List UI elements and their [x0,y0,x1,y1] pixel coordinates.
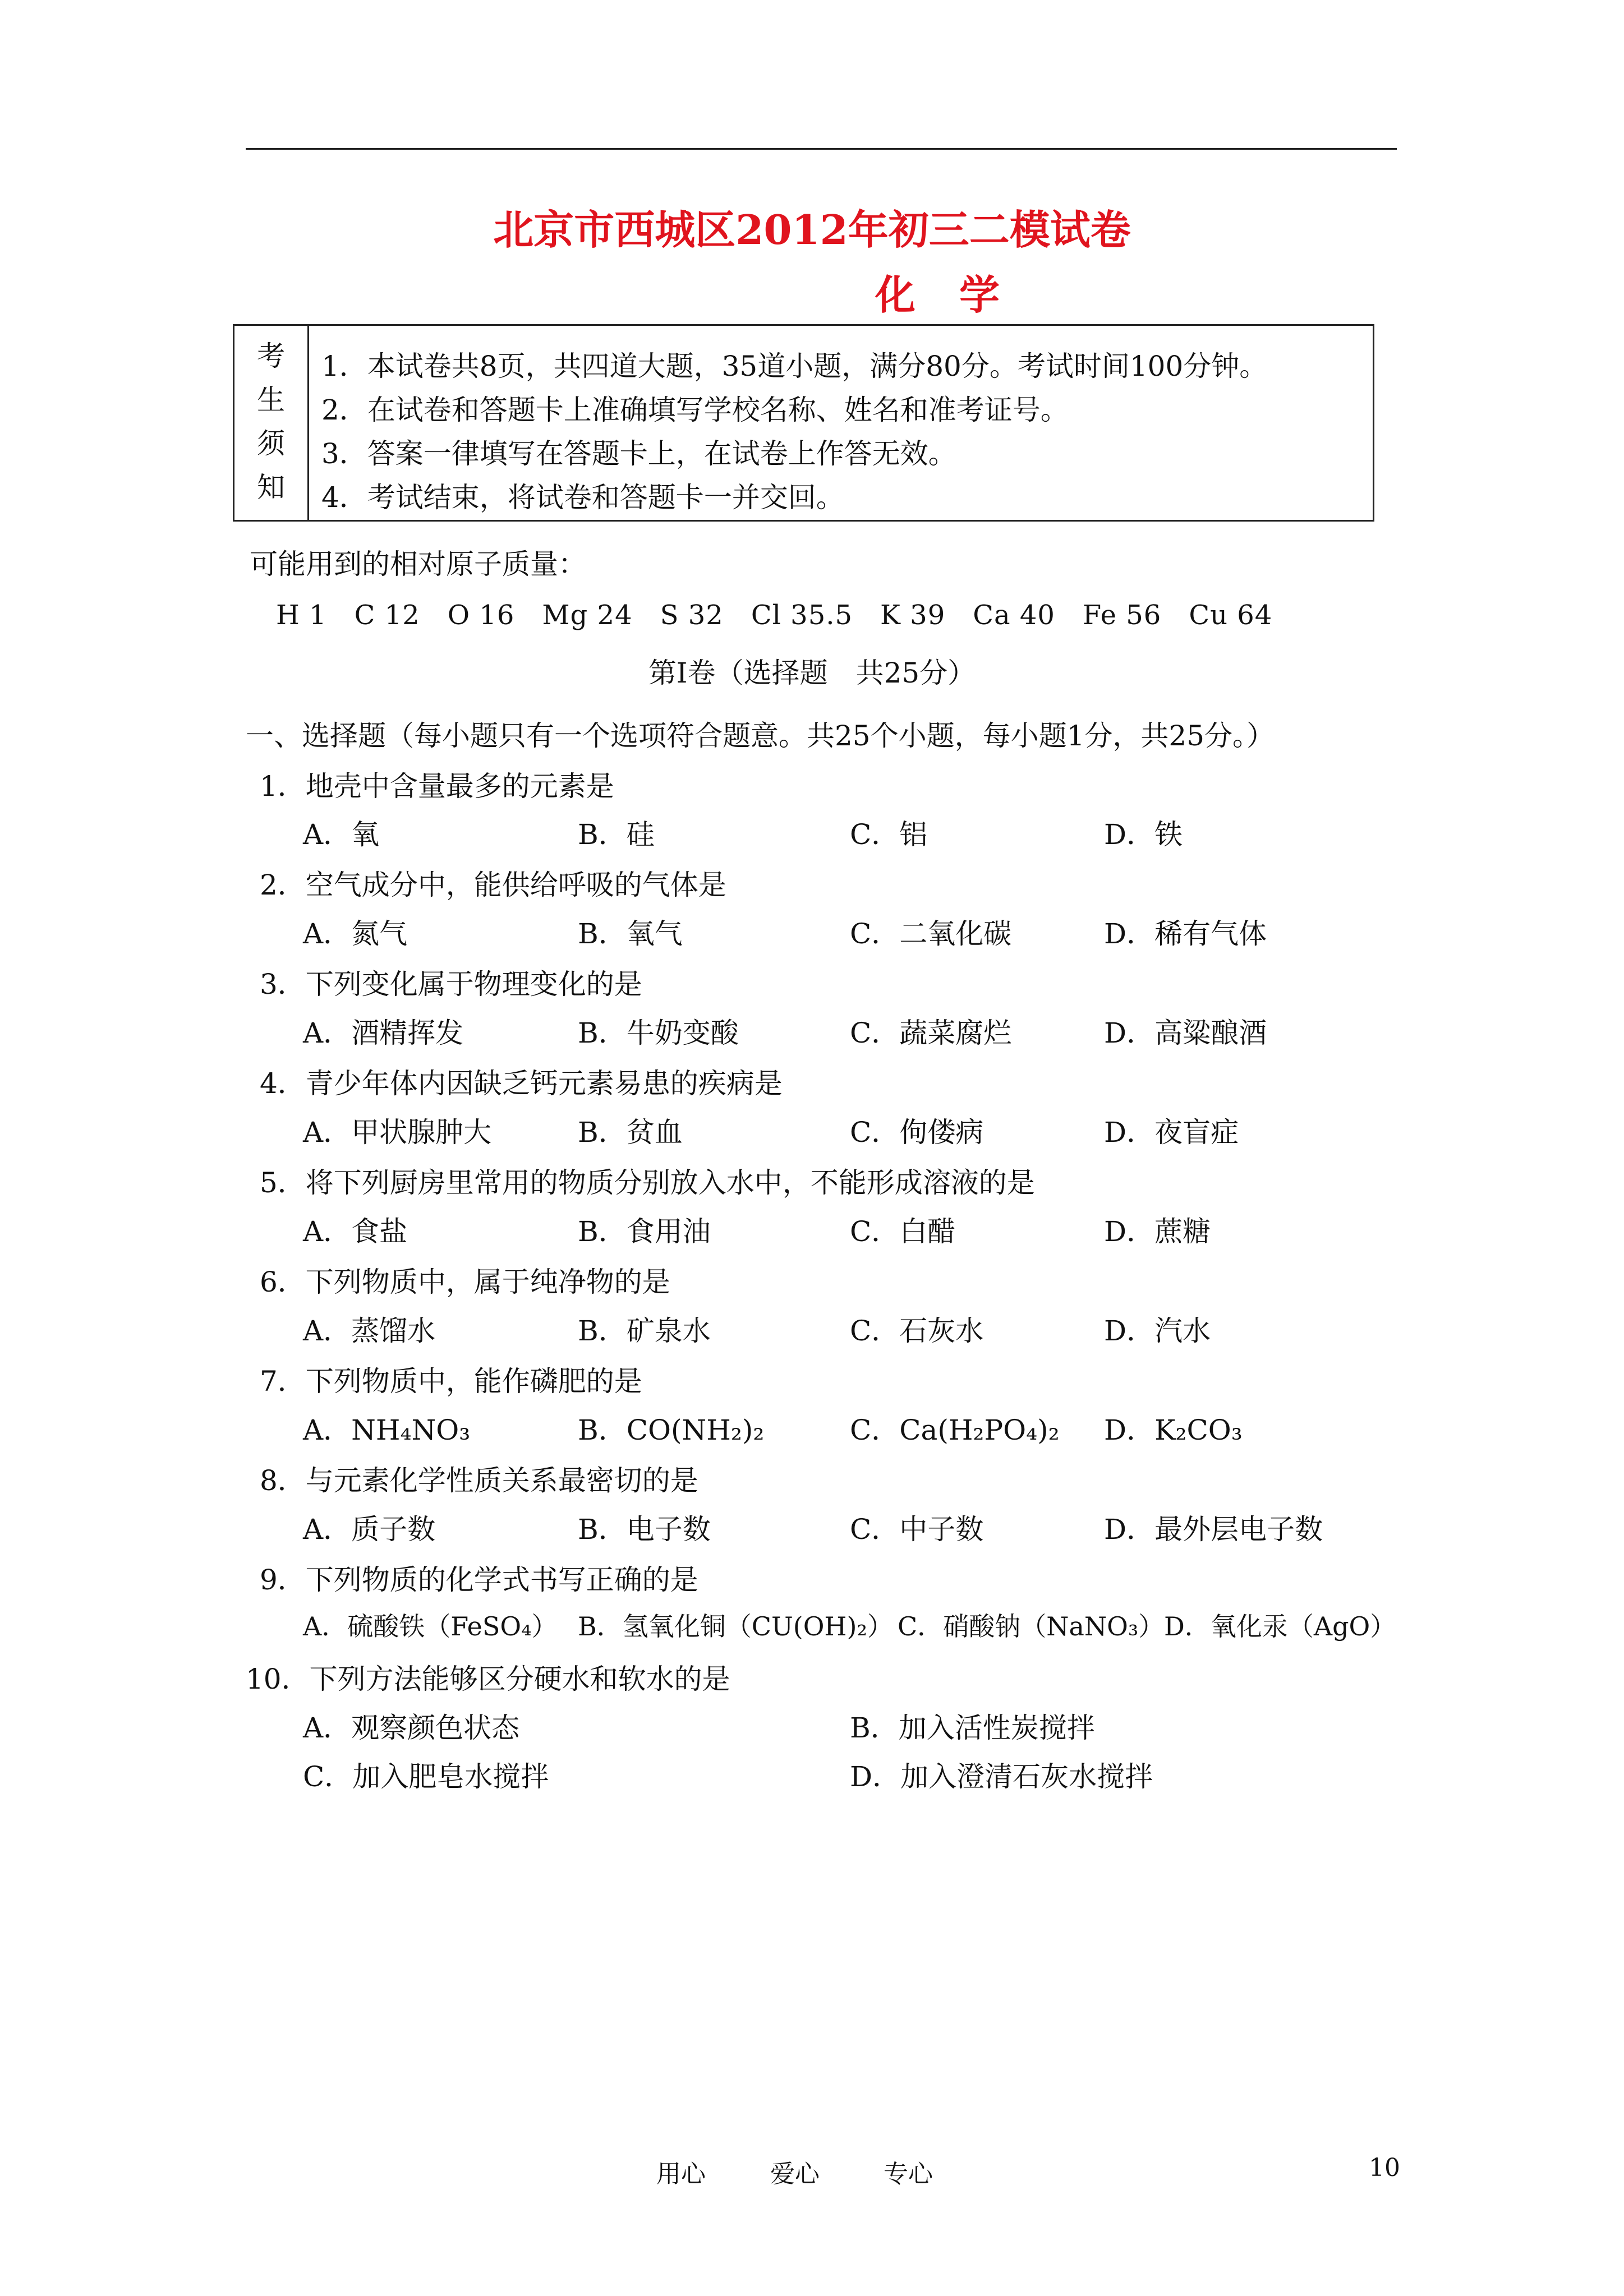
notice-label-char: 知 [257,471,285,504]
question-option: A．食盐 [303,1215,408,1248]
header-rule [246,148,1397,150]
footer-slogan: 用心 [656,2160,706,2188]
question-option: A．甲状腺肿大 [303,1116,492,1149]
question-stem: 4．青少年体内因缺乏钙元素易患的疾病是 [260,1067,783,1100]
question-option: D．稀有气体 [1104,918,1267,950]
question-option: B．CO(NH₂)₂ [578,1414,765,1446]
question-option: D．加入澄清石灰水搅拌 [850,1760,1153,1793]
question-stem: 2．空气成分中，能供给呼吸的气体是 [260,869,726,901]
question-option: A．酒精挥发 [303,1017,464,1049]
exam-title: 北京市西城区2012年初三二模试卷 [493,206,1131,253]
notice-box [233,324,1374,522]
question-option: A．氧 [303,818,380,851]
question-option: A．观察颜色状态 [303,1712,520,1744]
footer-slogan: 爱心 [770,2160,820,2188]
notice-line: 1．本试卷共8页，共四道大题，35道小题，满分80分。考试时间100分钟。 [321,350,1268,382]
question-option: B．电子数 [578,1513,711,1546]
question-option: B．硅 [578,818,655,851]
part-title: 第Ⅰ卷（选择题 共25分） [648,657,976,689]
question-stem: 10．下列方法能够区分硬水和软水的是 [246,1663,730,1695]
question-option: C．硝酸钠（NaNO₃） [898,1611,1165,1642]
question-option: A．氮气 [303,918,408,950]
notice-label-char: 须 [257,427,285,460]
question-option: B．贫血 [578,1116,683,1149]
notice-label-char: 考 [257,340,285,372]
question-option: D．氧化汞（AgO） [1164,1611,1396,1642]
question-option: C．加入肥皂水搅拌 [303,1760,549,1793]
question-option: C．白醋 [850,1215,956,1248]
question-option: A．硫酸铁（FeSO₄） [303,1611,558,1642]
question-option: A．质子数 [303,1513,436,1546]
question-option: C．二氧化碳 [850,918,1012,950]
question-option: B．牛奶变酸 [578,1017,739,1049]
question-option: C．中子数 [850,1513,984,1546]
notice-line: 3．答案一律填写在答题卡上，在试卷上作答无效。 [321,437,956,470]
question-option: D．铁 [1104,818,1183,851]
question-stem: 5．将下列厨房里常用的物质分别放入水中，不能形成溶液的是 [260,1167,1035,1199]
question-option: D．蔗糖 [1104,1215,1211,1248]
footer-slogan: 专心 [884,2160,933,2188]
question-option: A．NH₄NO₃ [303,1414,471,1446]
question-option: A．蒸馏水 [303,1315,436,1347]
question-option: D．K₂CO₃ [1104,1414,1243,1446]
question-option: C．佝偻病 [850,1116,984,1149]
notice-line: 2．在试卷和答题卡上准确填写学校名称、姓名和准考证号。 [321,394,1069,426]
notice-label [234,326,309,520]
question-stem: 8．与元素化学性质关系最密切的是 [260,1464,698,1497]
question-stem: 9．下列物质的化学式书写正确的是 [260,1564,698,1596]
question-option: D．高粱酿酒 [1104,1017,1267,1049]
atomic-mass-label: 可能用到的相对原子质量： [250,548,586,580]
question-stem: 1．地壳中含量最多的元素是 [260,770,614,803]
question-option: C．蔬菜腐烂 [850,1017,1012,1049]
page-number: 10 [1369,2154,1400,2182]
question-stem: 6．下列物质中，属于纯净物的是 [260,1266,670,1298]
question-option: B．加入活性炭搅拌 [850,1712,1095,1744]
notice-label-char: 生 [257,384,285,416]
question-option: B．氢氧化铜（CU(OH)₂） [578,1611,893,1642]
question-option: D．汽水 [1104,1315,1211,1347]
question-option: B．氧气 [578,918,683,950]
notice-line: 4．考试结束，将试卷和答题卡一并交回。 [321,481,844,514]
section-heading: 一、选择题（每小题只有一个选项符合题意。共25个小题，每小题1分，共25分。） [246,720,1275,752]
question-option: D．最外层电子数 [1104,1513,1323,1546]
question-stem: 3．下列变化属于物理变化的是 [260,968,642,1001]
atomic-mass-values: H 1 C 12 O 16 Mg 24 S 32 Cl 35.5 K 39 Ca 40 Fe 56 Cu 64 [276,600,1273,631]
question-option: C．Ca(H₂PO₄)₂ [850,1414,1060,1446]
question-option: B．矿泉水 [578,1315,711,1347]
question-option: D．夜盲症 [1104,1116,1239,1149]
question-option: C．石灰水 [850,1315,984,1347]
question-stem: 7．下列物质中，能作磷肥的是 [260,1365,642,1398]
question-option: C．铝 [850,818,928,851]
question-option: B．食用油 [578,1215,711,1248]
subject-title: 化学 [875,271,1044,319]
